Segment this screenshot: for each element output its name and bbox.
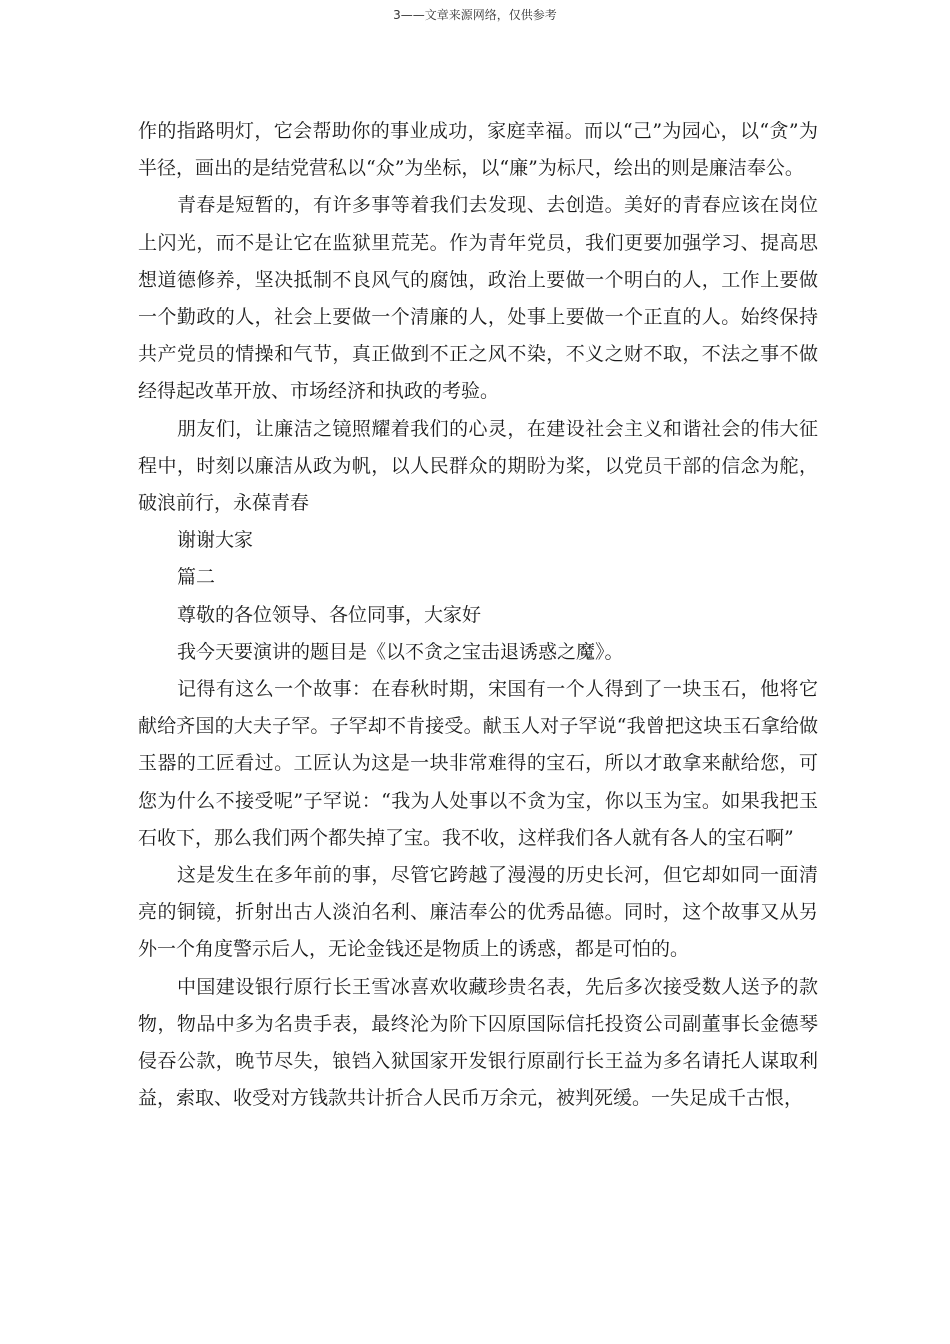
paragraph-1: 作的指路明灯，它会帮助你的事业成功，家庭幸福。而以“己”为园心，以“贪”为半径，画出的是结党营私以“众”为坐标，以“廉”为标尺，绘出的则是廉洁奉公。 — [138, 120, 818, 180]
header-source-note: 3——文章来源网络，仅供参考 — [393, 8, 557, 22]
paragraph-reflection: 这是发生在多年前的事，尽管它跨越了漫漫的历史长河，但它却如同一面清亮的铜镜，折射出古人淡泊名利、廉洁奉公的优秀品德。同时，这个故事又从另外一个角度警示后人，无论金钱还是物质上的诱惑，都是可怕的。 — [138, 864, 818, 961]
paragraph-thanks: 谢谢大家 — [177, 529, 254, 552]
section-heading-part-two: 篇二 — [177, 566, 216, 589]
paragraph-cases: 中国建设银行原行长王雪冰喜欢收藏珍贵名表，先后多次接受数人送予的款物，物品中多为名贵手表，最终沦为阶下囚原国际信托投资公司副董事长金德琴侵吞公款，晚节尽失，锒铛入狱国家开发银行原副行长王益为多名请托人谋取利益，索取、收受对方钱款共计折合人民币万余元，被判死缓。一失足成千古恨， — [138, 975, 818, 1110]
document-body — [138, 113, 818, 1117]
paragraph-story: 记得有这么一个故事：在春秋时期，宋国有一个人得到了一块玉石，他将它献给齐国的大夫子罕。子罕却不肯接受。献玉人对子罕说“我曾把这块玉石拿给做玉器的工匠看过。工匠认为这是一块非常难得的宝石，所以才敢拿来献给您，可您为什么不接受呢”子罕说：“我为人处事以不贪为宝，你以玉为宝。如果我把玉石收下，那么我们两个都失掉了宝。我不收，这样我们各人就有各人的宝石啊” — [138, 678, 818, 849]
paragraph-topic: 我今天要演讲的题目是《以不贪之宝击退诱惑之魔》。 — [177, 640, 624, 663]
paragraph-3: 朋友们，让廉洁之镜照耀着我们的心灵，在建设社会主义和谐社会的伟大征程中，时刻以廉洁从政为帆，以人民群众的期盼为桨，以党员干部的信念为舵，破浪前行，永葆青春 — [138, 417, 818, 515]
paragraph-greeting: 尊敬的各位领导、各位同事，大家好 — [177, 603, 482, 626]
paragraph-2: 青春是短暂的，有许多事等着我们去发现、去创造。美好的青春应该在岗位上闪光，而不是让它在监狱里荒芜。作为青年党员，我们更要加强学习、提高思想道德修养，坚决抵制不良风气的腐蚀，政治上要做一个明白的人，工作上要做一个勤政的人，社会上要做一个清廉的人，处事上要做一个正直的人。始终保持共产党员的情操和气节，真正做到不正之风不染，不义之财不取，不法之事不做经得起改革开放、市场经济和执政的考验。 — [138, 194, 818, 403]
